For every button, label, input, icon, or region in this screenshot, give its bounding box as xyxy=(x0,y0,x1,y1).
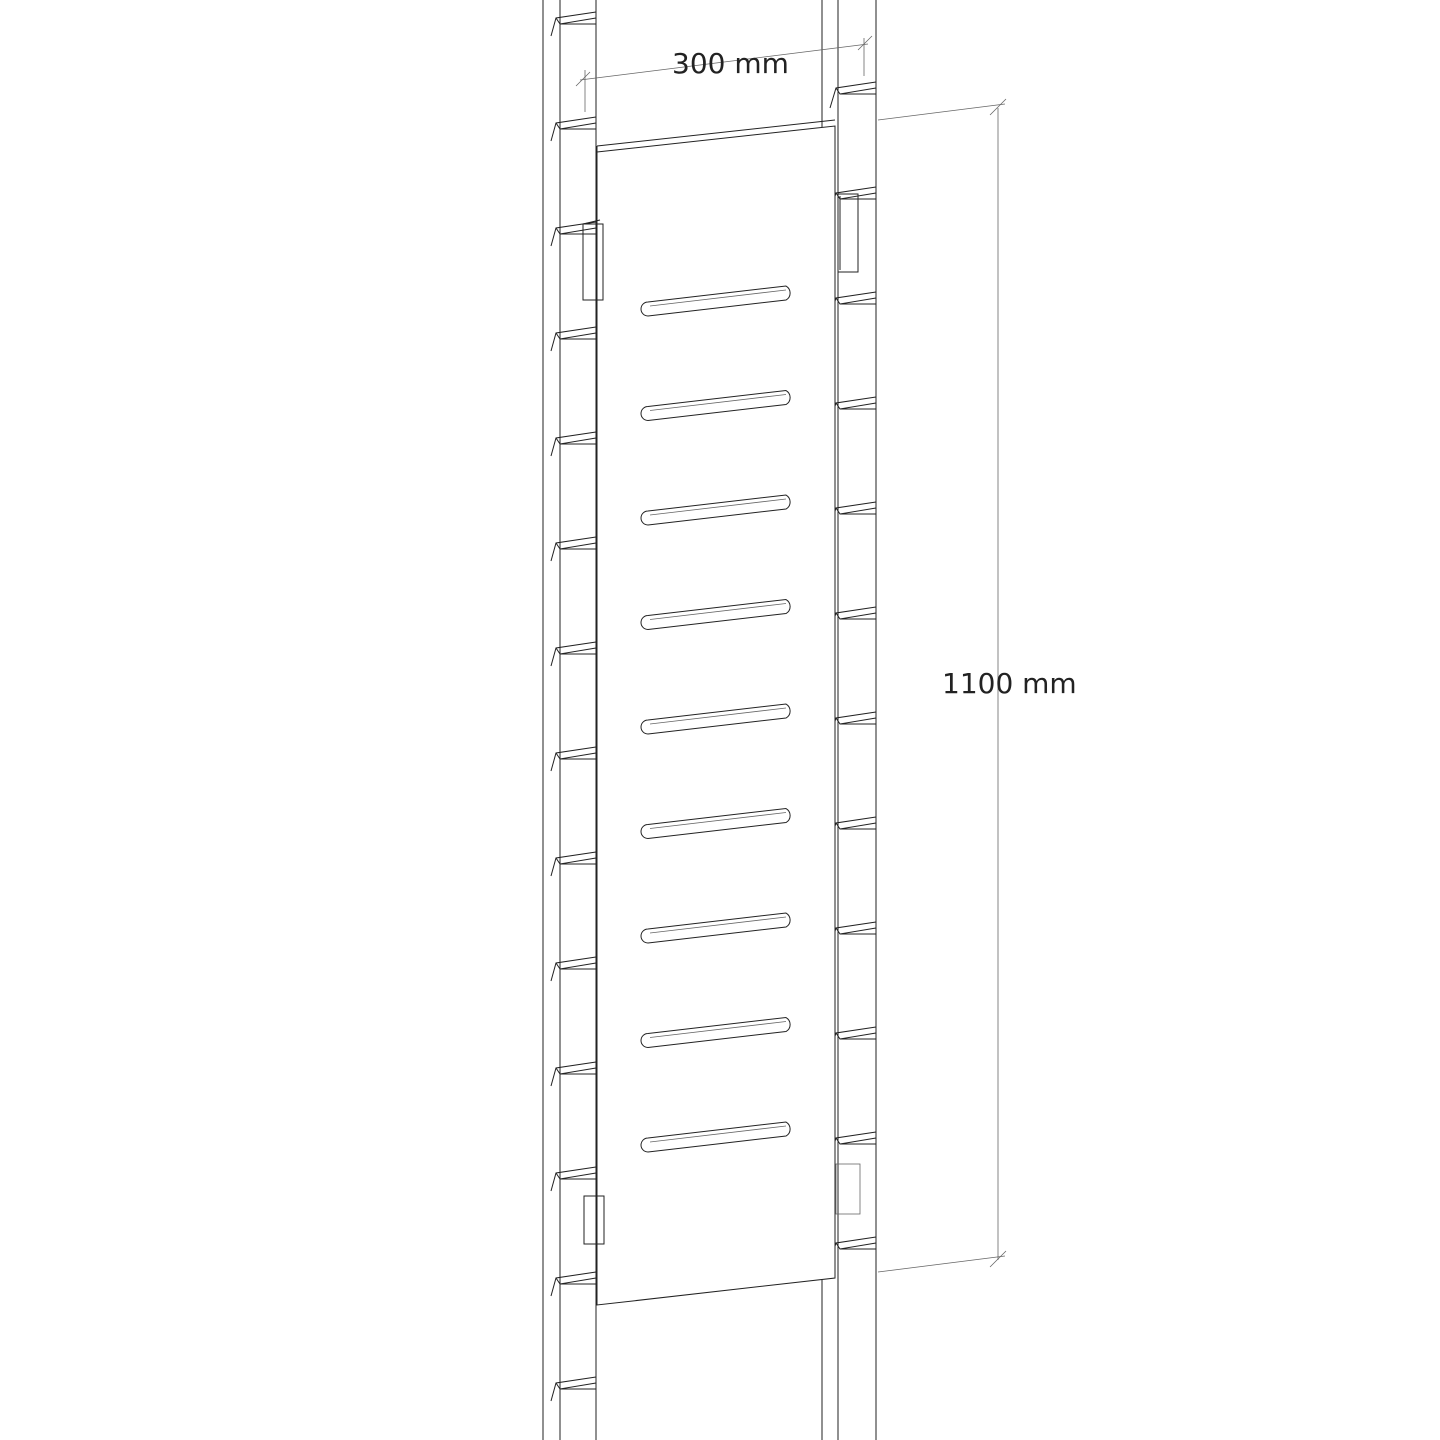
bottom-right-bracket xyxy=(836,1164,860,1214)
width-dimension xyxy=(576,36,872,112)
panel xyxy=(597,120,835,1305)
rail-hook xyxy=(830,1237,876,1263)
rail-hook xyxy=(551,1167,596,1191)
height-dimension-label: 1100 mm xyxy=(942,667,1077,700)
rail-hook xyxy=(551,1377,596,1401)
rail-hook xyxy=(830,607,876,633)
rail-hook xyxy=(830,82,876,108)
left-rail-hooks xyxy=(551,12,596,1401)
rail-hook xyxy=(830,502,876,528)
rail-hook xyxy=(830,292,876,318)
rail-hook xyxy=(830,187,876,213)
width-dimension-label: 300 mm xyxy=(672,47,789,80)
rail-hook xyxy=(551,1062,596,1086)
rail-hook xyxy=(551,852,596,876)
top-right-bracket xyxy=(838,194,858,272)
rail-hook xyxy=(830,817,876,843)
rail-hook xyxy=(551,222,596,246)
rail-hook xyxy=(551,537,596,561)
rail-hook xyxy=(551,747,596,771)
rail-hook xyxy=(830,1027,876,1053)
rail-hook xyxy=(551,117,596,141)
rail-hook xyxy=(551,1272,596,1296)
rail-hook xyxy=(830,712,876,738)
rail-hook xyxy=(551,12,596,36)
rail-hook xyxy=(551,957,596,981)
rail-hook xyxy=(830,1132,876,1158)
right-rail-hooks xyxy=(830,82,876,1263)
rail-hook xyxy=(830,922,876,948)
rail-hook xyxy=(830,397,876,423)
height-dimension xyxy=(878,99,1077,1272)
left-rail xyxy=(543,0,596,1440)
rail-hook xyxy=(551,327,596,351)
rail-hook xyxy=(551,432,596,456)
rail-hook xyxy=(551,642,596,666)
